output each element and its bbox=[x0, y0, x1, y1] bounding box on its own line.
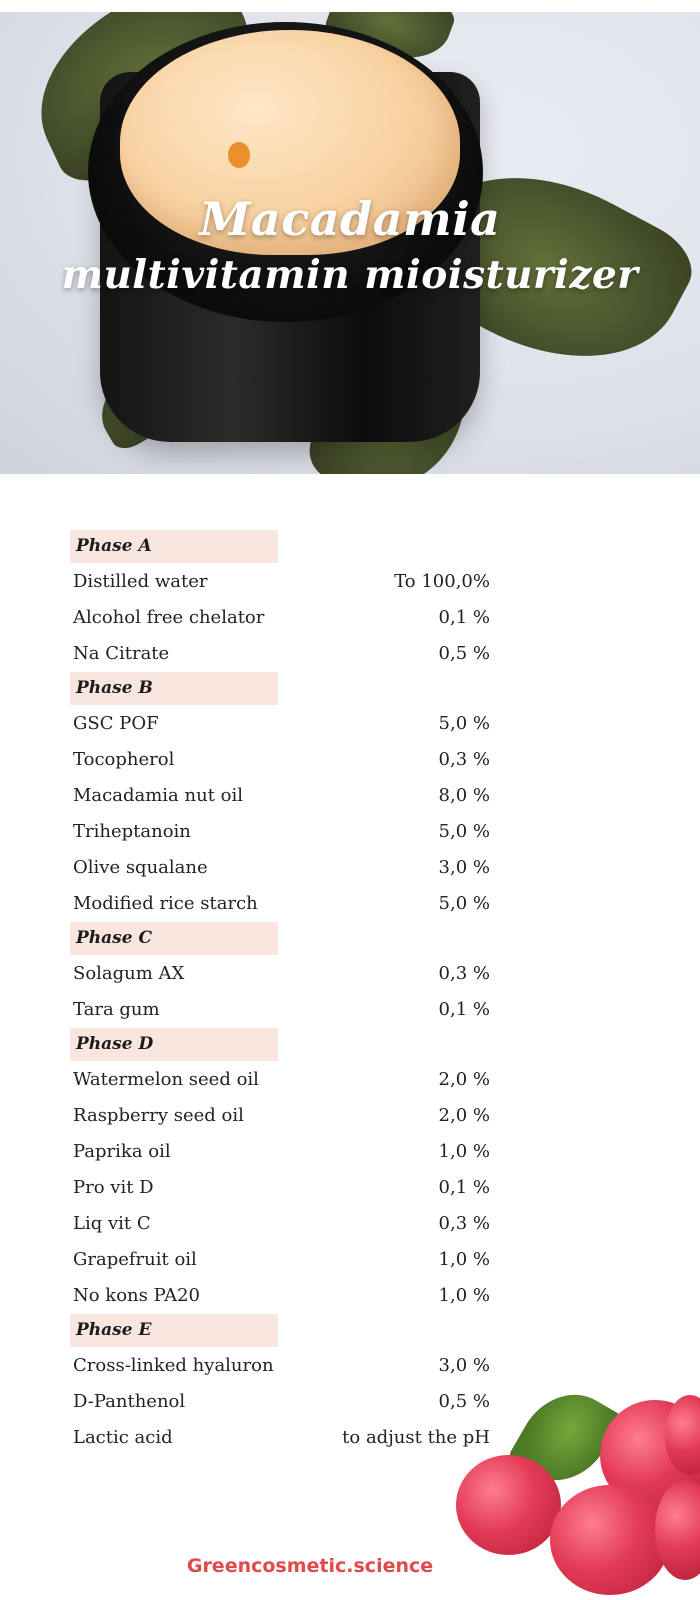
ingredient-amount: 2,0 % bbox=[438, 1069, 490, 1090]
ingredient-row bbox=[70, 1169, 490, 1205]
ingredient-amount: 3,0 % bbox=[438, 857, 490, 878]
hero-title-line2: multivitamin mioisturizer bbox=[61, 252, 639, 298]
ingredient-amount: 2,0 % bbox=[438, 1105, 490, 1126]
phase-header bbox=[70, 1314, 278, 1347]
ingredient-amount: 0,1 % bbox=[438, 999, 490, 1020]
ingredient-name: Cross-linked hyaluron bbox=[73, 1355, 274, 1376]
ingredient-amount: 0,5 % bbox=[438, 643, 490, 664]
phase-label: Phase E bbox=[76, 1320, 152, 1340]
ingredient-name: Grapefruit oil bbox=[73, 1249, 197, 1270]
phase-label: Phase D bbox=[76, 1034, 154, 1054]
ingredient-row bbox=[70, 1241, 490, 1277]
ingredient-row bbox=[70, 885, 490, 921]
ingredient-row bbox=[70, 777, 490, 813]
ingredient-name: Pro vit D bbox=[73, 1177, 154, 1198]
phase-header bbox=[70, 922, 278, 955]
ingredient-name: Distilled water bbox=[73, 571, 208, 592]
ingredient-name: Raspberry seed oil bbox=[73, 1105, 244, 1126]
ingredient-amount: 8,0 % bbox=[438, 785, 490, 806]
ingredient-name: Alcohol free chelator bbox=[73, 607, 265, 628]
ingredient-row bbox=[70, 563, 490, 599]
ingredient-row bbox=[70, 991, 490, 1027]
ingredient-amount: 0,3 % bbox=[438, 749, 490, 770]
ingredient-amount: To 100,0% bbox=[394, 571, 490, 592]
hero-image bbox=[0, 12, 700, 474]
ingredient-amount: 5,0 % bbox=[438, 713, 490, 734]
ingredient-name: Tocopherol bbox=[73, 749, 175, 770]
ingredient-row bbox=[70, 813, 490, 849]
ingredient-name: Macadamia nut oil bbox=[73, 785, 243, 806]
ingredient-name: Modified rice starch bbox=[73, 893, 258, 914]
ingredient-name: Solagum AX bbox=[73, 963, 185, 984]
ingredient-name: Watermelon seed oil bbox=[73, 1069, 259, 1090]
ingredient-name: Tara gum bbox=[73, 999, 160, 1020]
ingredient-amount: 5,0 % bbox=[438, 821, 490, 842]
ingredient-row bbox=[70, 741, 490, 777]
phase-header bbox=[70, 1028, 278, 1061]
ingredient-row bbox=[70, 1277, 490, 1313]
ingredient-amount: 0,1 % bbox=[438, 1177, 490, 1198]
ingredient-row bbox=[70, 955, 490, 991]
ingredient-amount: 5,0 % bbox=[438, 893, 490, 914]
ingredient-amount: 0,5 % bbox=[438, 1391, 490, 1412]
ingredient-name: GSC POF bbox=[73, 713, 159, 734]
ingredient-amount: 0,3 % bbox=[438, 1213, 490, 1234]
ingredient-amount: to adjust the pH bbox=[342, 1427, 490, 1448]
ingredient-amount: 1,0 % bbox=[438, 1249, 490, 1270]
ingredient-name: Na Citrate bbox=[73, 643, 170, 664]
footer-site: Greencosmetic.science bbox=[186, 1555, 434, 1577]
ingredient-amount: 1,0 % bbox=[438, 1285, 490, 1306]
phase-header bbox=[70, 672, 278, 705]
ingredient-name: Paprika oil bbox=[73, 1141, 171, 1162]
ingredient-row bbox=[70, 635, 490, 671]
cream-highlight bbox=[228, 142, 250, 168]
ingredient-name: Olive squalane bbox=[73, 857, 208, 878]
phase-label: Phase C bbox=[76, 928, 152, 948]
ingredient-row bbox=[70, 599, 490, 635]
ingredient-amount: 3,0 % bbox=[438, 1355, 490, 1376]
phase-header bbox=[70, 530, 278, 563]
ingredient-row bbox=[70, 1061, 490, 1097]
ingredients-table bbox=[70, 529, 490, 1455]
hero-title-line1: Macadamia bbox=[199, 192, 501, 246]
ingredient-amount: 0,1 % bbox=[438, 607, 490, 628]
raspberry bbox=[550, 1485, 670, 1595]
phase-label: Phase B bbox=[76, 678, 153, 698]
ingredient-row bbox=[70, 1133, 490, 1169]
ingredient-row bbox=[70, 1097, 490, 1133]
ingredient-name: Lactic acid bbox=[73, 1427, 173, 1448]
ingredient-row bbox=[70, 1205, 490, 1241]
raspberry bbox=[456, 1455, 561, 1555]
ingredient-name: No kons PA20 bbox=[73, 1285, 200, 1306]
ingredient-row bbox=[70, 1383, 490, 1419]
ingredient-name: Liq vit C bbox=[73, 1213, 151, 1234]
ingredient-row bbox=[70, 849, 490, 885]
phase-label: Phase A bbox=[76, 536, 152, 556]
ingredient-name: Triheptanoin bbox=[73, 821, 191, 842]
ingredient-amount: 1,0 % bbox=[438, 1141, 490, 1162]
ingredient-row bbox=[70, 1347, 490, 1383]
ingredient-amount: 0,3 % bbox=[438, 963, 490, 984]
ingredient-row bbox=[70, 705, 490, 741]
ingredient-name: D-Panthenol bbox=[73, 1391, 186, 1412]
ingredient-row bbox=[70, 1419, 490, 1455]
